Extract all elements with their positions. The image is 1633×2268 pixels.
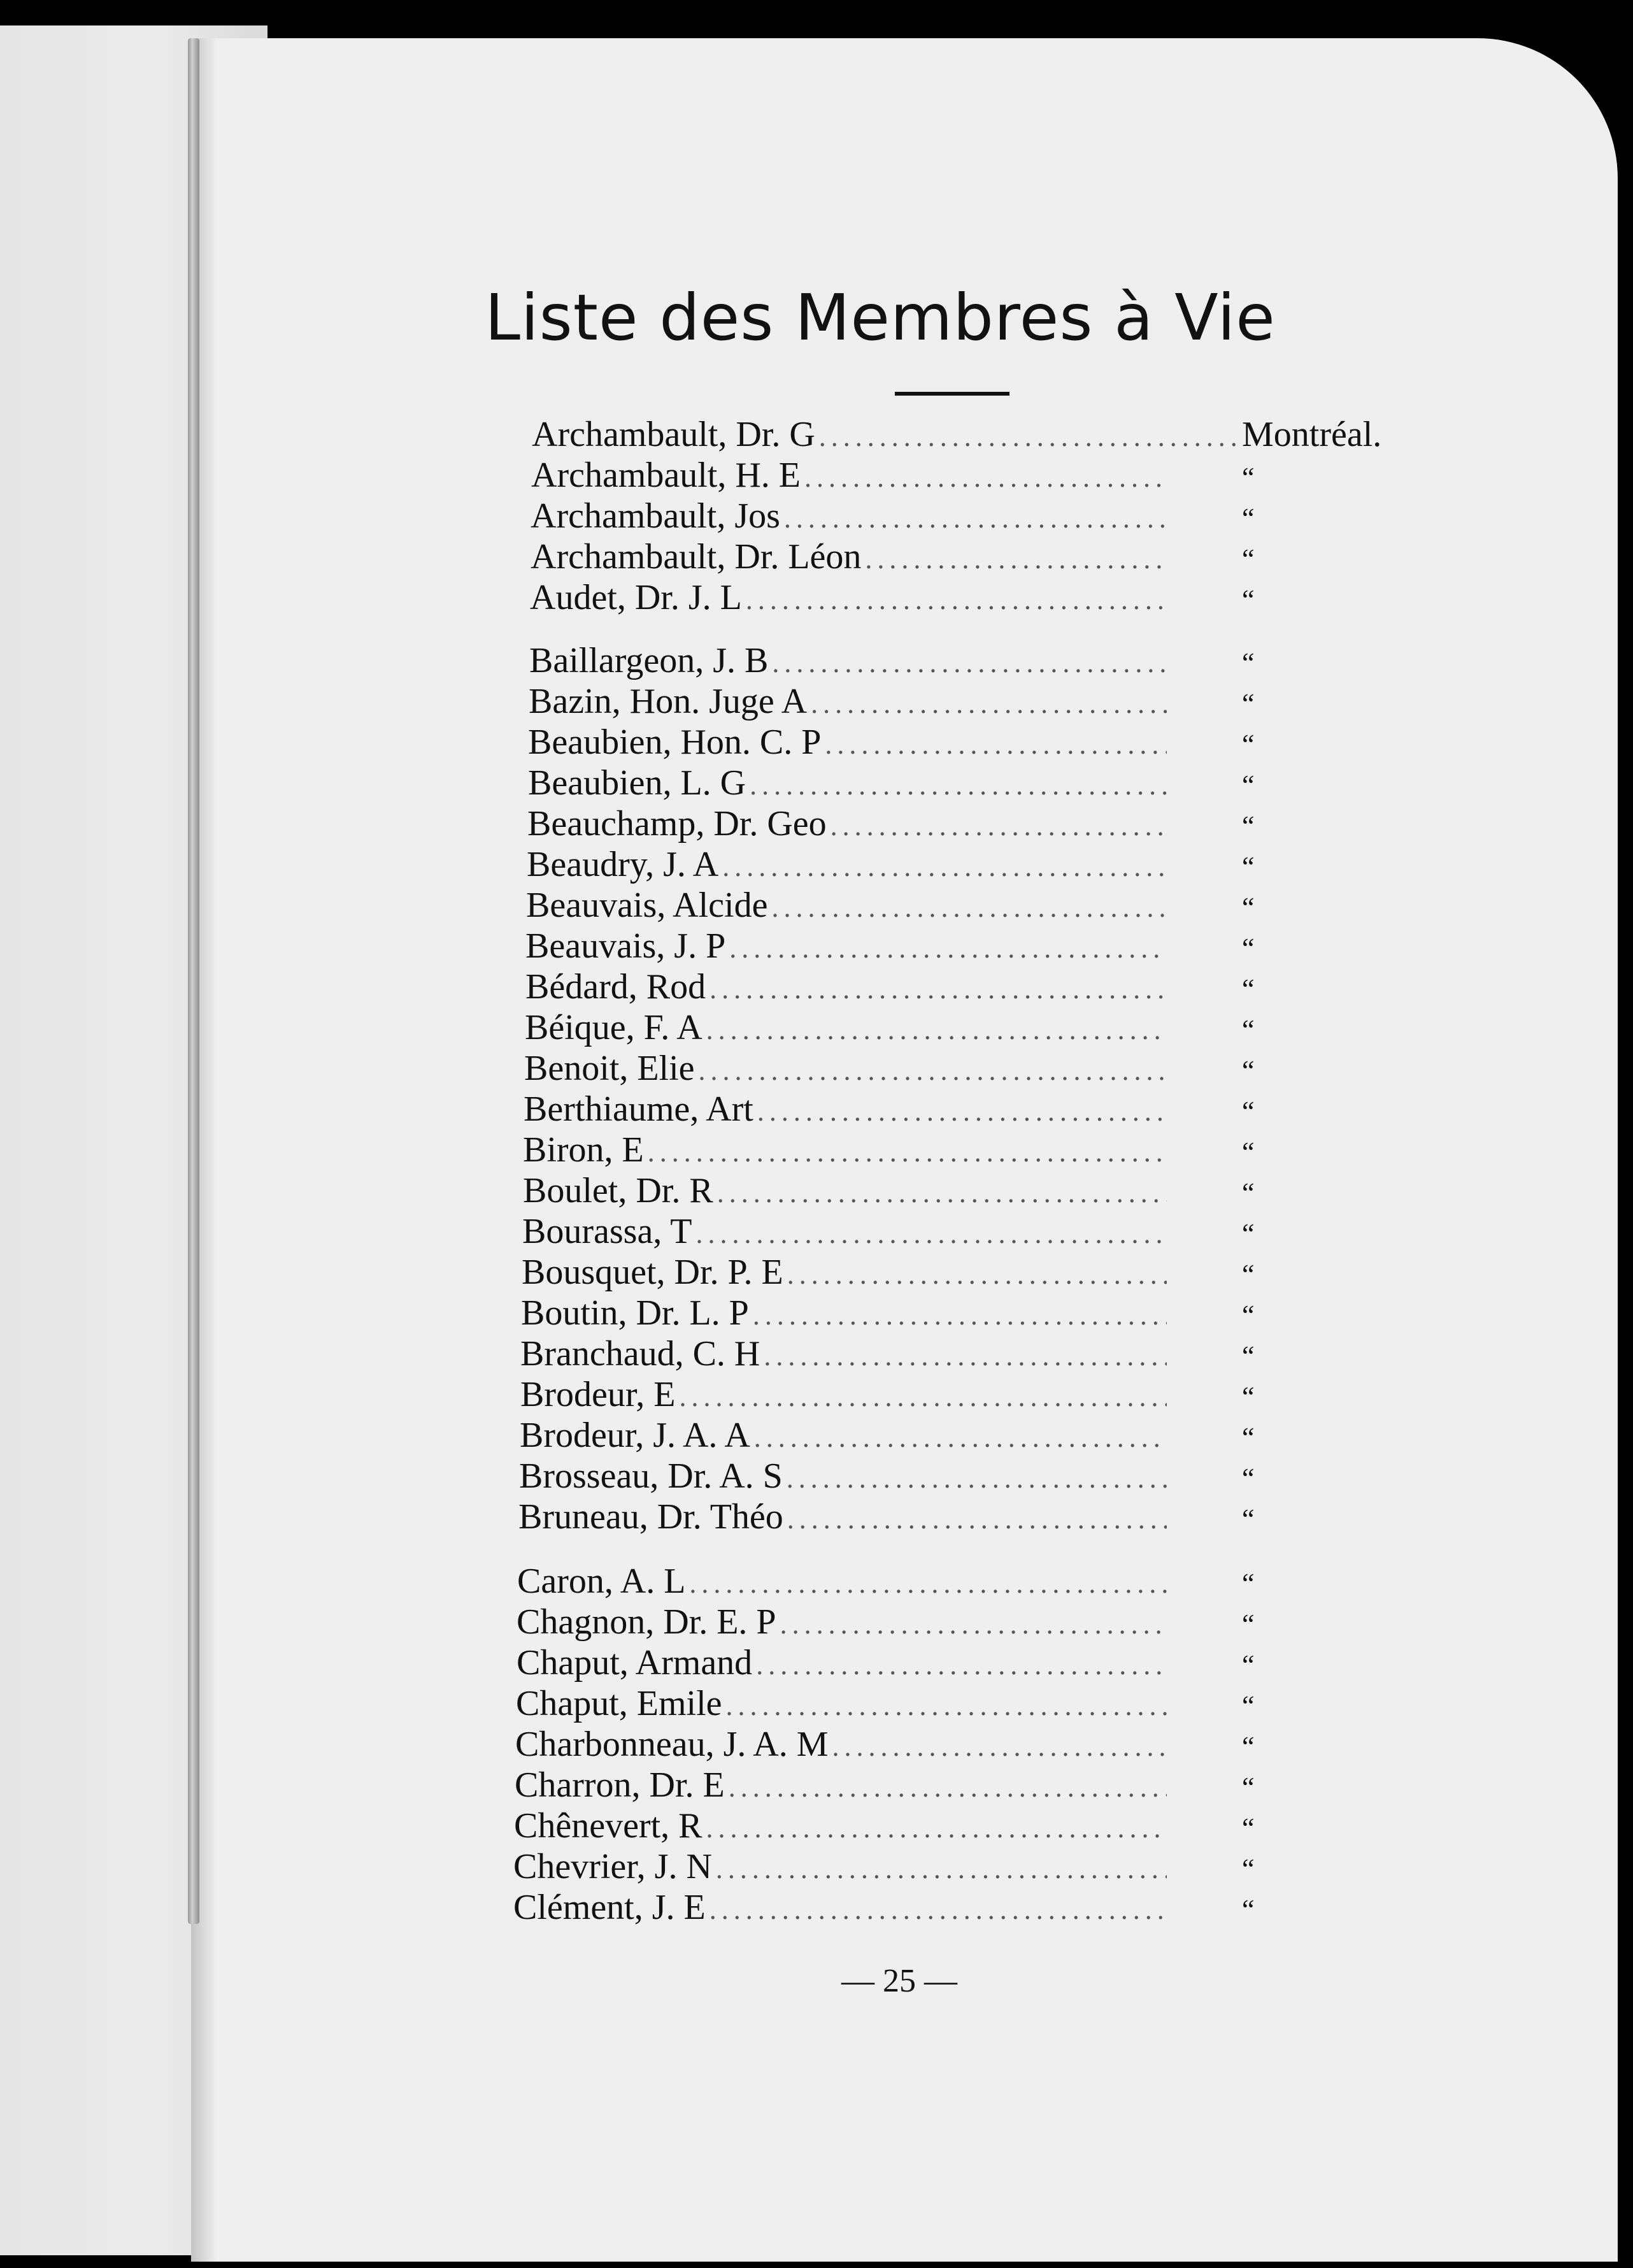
dot-leader	[742, 584, 1167, 616]
page-number: — 25 —	[841, 1963, 957, 1999]
ditto-mark: “	[1242, 1137, 1256, 1168]
member-name: Biron, E	[523, 1130, 644, 1170]
dot-leader	[695, 1054, 1167, 1087]
ditto-mark: “	[1242, 973, 1256, 1005]
member-name: Bousquet, Dr. P. E	[522, 1252, 783, 1292]
member-entry	[524, 1048, 1376, 1090]
ditto-mark: “	[1242, 1259, 1256, 1290]
member-name: Chaput, Emile	[516, 1684, 722, 1723]
ditto-mark: “	[1242, 1177, 1256, 1209]
ditto-mark: “	[1242, 1300, 1256, 1331]
member-entry	[525, 926, 1376, 968]
ditto-mark: “	[1242, 584, 1256, 615]
member-entry	[517, 1642, 1376, 1684]
dot-leader	[783, 1258, 1167, 1291]
dot-leader	[725, 1771, 1167, 1804]
dot-leader	[685, 1567, 1167, 1600]
member-entry	[516, 1683, 1376, 1725]
dot-leader	[750, 1421, 1167, 1454]
dot-leader	[861, 543, 1167, 575]
ditto-mark: “	[1242, 1218, 1256, 1249]
member-name: Chagnon, Dr. E. P	[517, 1602, 776, 1642]
member-name: Beauvais, J. P	[525, 926, 726, 966]
ditto-mark: “	[1242, 462, 1256, 493]
member-entry	[532, 414, 1382, 456]
dot-leader	[827, 810, 1167, 842]
dot-leader	[801, 461, 1167, 494]
member-city: Montréal.	[1242, 415, 1382, 454]
ditto-mark: “	[1242, 1568, 1256, 1599]
member-name: Beauvais, Alcide	[526, 886, 768, 925]
member-name: Bazin, Hon. Juge A	[529, 682, 808, 721]
member-name: Beaubien, L. G	[528, 763, 746, 803]
member-entry	[524, 1089, 1376, 1131]
member-name: Berthiaume, Art	[524, 1089, 753, 1129]
member-name: Archambault, Dr. Léon	[531, 537, 862, 577]
ditto-mark: “	[1242, 729, 1256, 760]
dot-leader	[706, 973, 1167, 1005]
dot-leader	[702, 1812, 1167, 1844]
member-entry	[518, 1496, 1376, 1539]
ditto-mark: “	[1242, 688, 1256, 719]
member-entry	[513, 1846, 1376, 1888]
member-name: Bruneau, Dr. Théo	[518, 1497, 783, 1537]
member-name: Baillargeon, J. B	[529, 641, 769, 680]
ditto-mark: “	[1242, 1504, 1256, 1535]
member-entry	[527, 803, 1376, 845]
dot-leader	[767, 891, 1167, 924]
dot-leader	[783, 1503, 1167, 1535]
ditto-mark: “	[1242, 503, 1256, 534]
ditto-mark: “	[1242, 770, 1256, 801]
ditto-mark: “	[1242, 1609, 1256, 1640]
member-entry	[531, 536, 1376, 578]
dot-leader	[712, 1853, 1167, 1885]
ditto-mark: “	[1242, 1812, 1256, 1844]
member-name: Brosseau, Dr. A. S	[519, 1456, 783, 1496]
member-entry	[526, 885, 1376, 927]
ditto-mark: “	[1242, 892, 1256, 923]
ditto-mark: “	[1242, 1381, 1256, 1412]
dot-leader	[760, 1340, 1167, 1372]
member-name: Charbonneau, J. A. M	[515, 1725, 829, 1764]
ditto-mark: “	[1242, 1894, 1256, 1925]
ditto-mark: “	[1242, 851, 1256, 882]
member-name: Brodeur, J. A. A	[520, 1416, 750, 1455]
dot-leader	[821, 728, 1167, 761]
ditto-mark: “	[1242, 1422, 1256, 1453]
member-name: Beaubien, Hon. C. P	[528, 722, 822, 762]
ditto-mark: “	[1242, 543, 1256, 575]
member-entry	[530, 577, 1376, 619]
dot-leader	[718, 850, 1167, 883]
member-name: Bourassa, T	[522, 1212, 692, 1251]
member-entry	[520, 1333, 1376, 1375]
dot-leader	[725, 932, 1167, 965]
member-entry	[519, 1456, 1376, 1498]
member-name: Benoit, Elie	[524, 1049, 695, 1088]
member-name: Bédard, Rod	[525, 967, 706, 1007]
ditto-mark: “	[1242, 1340, 1256, 1372]
ditto-mark: “	[1242, 1014, 1256, 1045]
dot-leader	[644, 1136, 1167, 1168]
member-entry	[517, 1602, 1376, 1644]
member-name: Audet, Dr. J. L	[530, 578, 742, 617]
member-name: Brodeur, E	[520, 1375, 676, 1414]
dot-leader	[752, 1649, 1167, 1681]
member-name: Beauchamp, Dr. Geo	[527, 804, 827, 843]
member-name: Caron, A. L	[517, 1561, 686, 1601]
member-name: Archambault, Jos	[531, 496, 780, 536]
member-name: Charron, Dr. E	[515, 1765, 725, 1805]
dot-leader	[783, 1462, 1167, 1495]
ditto-mark: “	[1242, 1731, 1256, 1762]
member-entry	[525, 1007, 1376, 1049]
dot-leader	[702, 1014, 1167, 1046]
member-name: Boutin, Dr. L. P	[521, 1293, 749, 1333]
member-entry	[529, 681, 1376, 723]
member-name: Chênevert, R	[514, 1806, 702, 1846]
member-name: Boulet, Dr. R	[523, 1171, 713, 1210]
ditto-mark: “	[1242, 1690, 1256, 1721]
member-entry	[521, 1293, 1376, 1335]
member-entry	[520, 1415, 1376, 1457]
dot-leader	[749, 1299, 1167, 1331]
member-entry	[513, 1887, 1376, 1929]
ditto-mark: “	[1242, 1853, 1256, 1884]
ditto-mark: “	[1242, 647, 1256, 678]
page-title: Liste des Membres à Vie	[485, 280, 1276, 355]
member-entry	[527, 844, 1376, 886]
member-entry	[529, 640, 1376, 682]
member-entry	[531, 455, 1376, 497]
dot-leader	[780, 502, 1167, 535]
member-entry	[523, 1170, 1376, 1212]
dot-leader	[829, 1730, 1167, 1763]
dot-leader	[807, 687, 1167, 720]
member-name: Béique, F. A	[525, 1008, 702, 1047]
dot-leader	[713, 1177, 1167, 1209]
ditto-mark: “	[1242, 1096, 1256, 1127]
member-entry	[514, 1805, 1376, 1848]
dot-leader	[692, 1217, 1167, 1250]
member-name: Beaudry, J. A	[527, 845, 719, 884]
dot-leader	[768, 647, 1167, 679]
dot-leader	[675, 1381, 1167, 1413]
member-name: Branchaud, C. H	[520, 1334, 760, 1374]
dot-leader	[753, 1095, 1167, 1128]
member-entry	[528, 722, 1376, 764]
member-entry	[522, 1252, 1376, 1294]
member-name: Chaput, Armand	[517, 1643, 753, 1683]
dot-leader	[706, 1893, 1167, 1926]
member-name: Clément, J. E	[513, 1888, 706, 1927]
dot-leader	[776, 1608, 1167, 1640]
dot-leader	[746, 769, 1167, 801]
dot-leader	[722, 1690, 1167, 1722]
ditto-mark: “	[1242, 1772, 1256, 1803]
member-entry	[531, 496, 1376, 538]
member-entry	[528, 763, 1376, 805]
ditto-mark: “	[1242, 1463, 1256, 1494]
dot-leader	[815, 420, 1236, 453]
member-entry	[522, 1211, 1376, 1253]
member-entry	[525, 966, 1376, 1008]
ditto-mark: “	[1242, 933, 1256, 964]
member-entry	[520, 1374, 1376, 1416]
member-entry	[523, 1130, 1376, 1172]
ditto-mark: “	[1242, 1055, 1256, 1086]
ditto-mark: “	[1242, 1649, 1256, 1681]
member-name: Chevrier, J. N	[513, 1847, 712, 1886]
member-entry	[515, 1724, 1376, 1766]
member-entry	[515, 1765, 1376, 1807]
ditto-mark: “	[1242, 810, 1256, 842]
member-entry	[517, 1561, 1376, 1603]
member-name: Archambault, Dr. G	[532, 415, 815, 454]
member-name: Archambault, H. E	[531, 456, 801, 495]
